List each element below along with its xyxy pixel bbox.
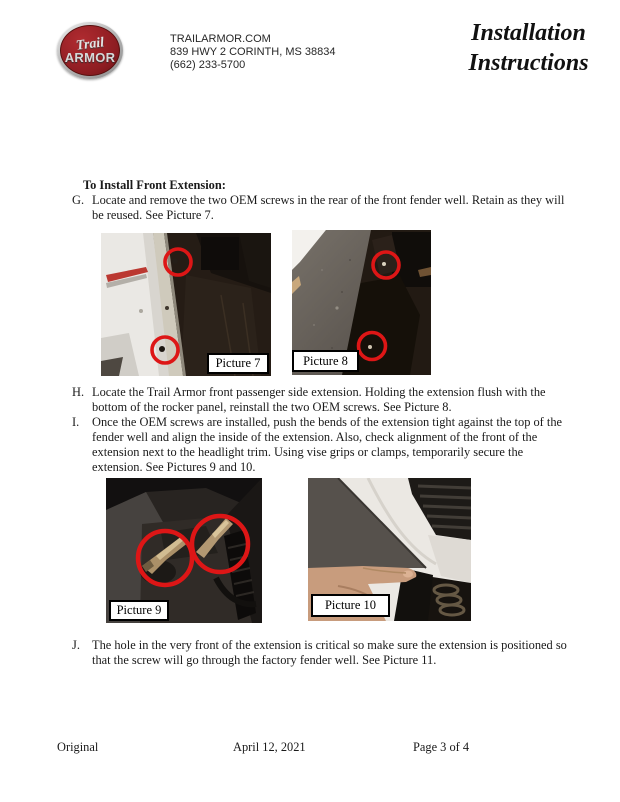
step-text: Once the OEM screws are installed, push the bends of the extension tight against the top of the fender well and align the inside of the extension. Also, check alignment of the front of the extension next to the headlight trim. Using vise grips or clamps, temporarily secure the extension. See Pictures 9 and 10. [92,415,563,474]
logo-armor-text: ARMOR [64,49,116,65]
contact-address: 839 HWY 2 CORINTH, MS 38834 [170,46,336,58]
contact-block [170,33,335,72]
document-title [436,18,620,78]
step-g [72,193,564,223]
step-letter: I. [72,415,80,429]
step-letter: J. [72,638,80,652]
step-h [72,385,546,415]
step-text: Locate and remove the two OEM screws in the rear of the front fender well. Retain as they will be reused. See Picture 7. [92,193,565,222]
footer-date: April 12, 2021 [233,740,306,754]
logo-trail-text: Trail [74,34,105,54]
step-letter: H. [72,385,85,399]
picture-10-label: Picture 10 [311,594,390,617]
contact-website: TRAILARMOR.COM [170,33,271,45]
section-heading: To Install Front Extension: [83,178,226,192]
step-text: The hole in the very front of the extension is critical so make sure the extension is positioned so that the screw will go through the factory fender well. See Picture 11. [92,638,567,667]
trail-armor-logo [57,22,123,79]
footer-revision: Original [57,740,99,754]
step-text: Locate the Trail Armor front passenger side extension. Holding the extension flush with the bottom of the rocker panel, reinstall the two OEM screws. See Picture 8. [92,385,546,414]
picture-7-label: Picture 7 [207,353,269,374]
footer-page-number: Page 3 of 4 [413,740,470,754]
logo-oval [60,25,120,76]
step-j [72,638,567,668]
title-line-2: Instructions [468,50,589,76]
step-letter: G. [72,193,85,207]
contact-phone: (662) 233-5700 [170,59,246,71]
picture-8-label: Picture 8 [292,350,359,372]
title-line-1: Installation [471,20,586,46]
step-i [72,415,562,475]
picture-9-label: Picture 9 [109,600,169,621]
